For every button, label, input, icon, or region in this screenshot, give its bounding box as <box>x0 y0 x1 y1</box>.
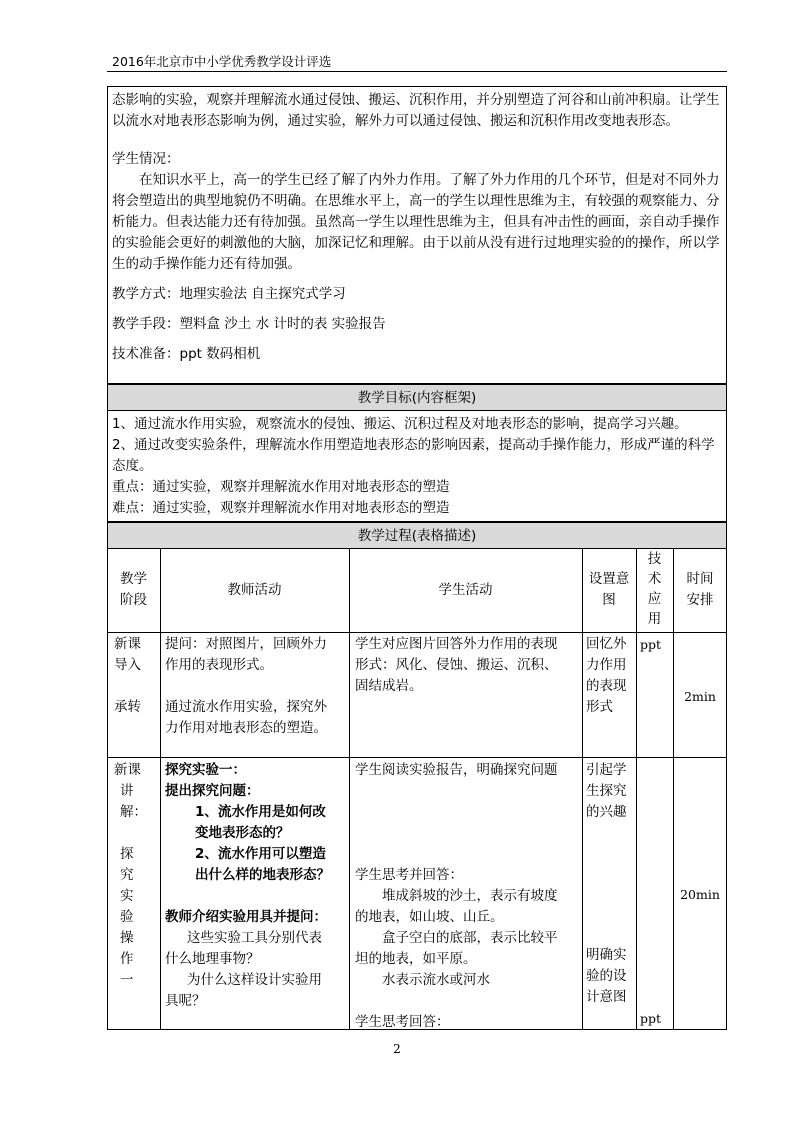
difficult-point: 难点：通过实验，观察并理解流水作用对地表形态的塑造 <box>112 500 450 516</box>
intro-continuation: 态影响的实验，观察并理解流水通过侵蚀、搬运、沉积作用，并分别塑造了河谷和山前冲积扇。让学生以流水对地表形态影响为例，通过实验，解外力可以通过侵蚀、搬运和沉积作用改变地表形态。 <box>112 92 720 129</box>
tech-prep: 技术准备：ppt 数码相机 <box>112 346 261 362</box>
row2-student: 学生阅读实验报告，明确探究问题 学生思考并回答： 堆成斜坡的沙土，表示有坡度 的地表，如山坡、山丘。 盒子空白的底部，表示比较平 坦的地表，如平原。 水表示流水或河水 学生思考回答： <box>355 762 558 1030</box>
objective-1: 1、通过流水作用实验，观察流水的侵蚀、搬运、沉积过程及对地表形态的影响，提高学习兴趣。 <box>112 416 688 432</box>
header-stage: 教学 阶段 <box>120 571 147 608</box>
row2-tech: ppt <box>640 1011 662 1026</box>
objective-2: 2、通过改变实验条件，理解流水作用塑造地表形态的影响因素，提高动手操作能力，形成严谨的科学态度。 <box>112 437 715 474</box>
page-number: 2 <box>393 1042 401 1056</box>
objectives-title: 教学目标(内容框架) <box>107 384 727 411</box>
row1-teacher: 提问：对照图片，回顾外力 作用的表现形式。 通过流水作用实验，探究外 力作用对地表形态的塑造。 <box>165 636 327 736</box>
header-tech: 技 术 应 用 <box>647 551 662 627</box>
page-header: 2016年北京市中小学优秀教学设计评选 <box>112 54 332 69</box>
header-rule <box>107 71 727 72</box>
row1-intent: 回忆外 力作用 的表现 形式 <box>586 636 627 715</box>
header-intent: 设置意 图 <box>588 571 630 608</box>
row2-teacher: 探究实验一： 提出探究问题： 1、流水作用是如何改 变地表形态的？ 2、流水作用可以塑造 出什么样的地表形态？ 教师介绍实验用具并提问： 这些实验工具分别代表 什么地理事物？ 为什么这样设计实验用 具呢？ <box>165 762 330 1009</box>
student-heading: 学生情况： <box>112 151 180 167</box>
row1-student: 学生对应图片回答外力作用的表现 形式：风化、侵蚀、搬运、沉积、 固结成岩。 <box>355 636 558 694</box>
process-title: 教学过程(表格描述) <box>107 522 727 549</box>
teaching-method: 教学方式：地理实验法 自主探究式学习 <box>112 286 346 302</box>
intro-text <box>112 90 722 365</box>
student-situation: 在知识水平上，高一的学生已经了解了内外力作用。了解了外力作用的几个环节，但是对不同外力将会塑造出的典型地貌仍不明确。在思维水平上，高一的学生以理性思维为主，有较强的观察能力、分析能力。但表达能力还有待加强。虽然高一学生以理性思维为主，但具有冲击性的画面，亲自动手操作的实验能会更好的刺激他的大脑，加深记忆和理解。由于以前从没有进行过地理实验的的操作，所以学生的动手操作能力还有待加强。 <box>112 172 720 272</box>
row2-stage: 新课 讲 解： 探 究 实 验 操 作 一 <box>114 762 147 988</box>
row2-intent-2: 明确实 验的设 计意图 <box>586 947 627 1005</box>
header-time: 时间 安排 <box>686 571 714 608</box>
header-student: 学生活动 <box>438 582 493 598</box>
header-teacher: 教师活动 <box>227 582 282 598</box>
row2-intent-1: 引起学 生探究 的兴趣 <box>586 762 627 820</box>
key-point: 重点：通过实验，观察并理解流水作用对地表形态的塑造 <box>112 479 450 495</box>
row1-time: 2min <box>684 689 716 704</box>
row1-tech: ppt <box>640 637 662 652</box>
row2-time: 20min <box>680 887 720 902</box>
teaching-tools: 教学手段：塑料盒 沙土 水 计时的表 实验报告 <box>112 316 386 332</box>
objectives-list <box>112 414 722 519</box>
row1-stage: 新课 导入 承转 <box>114 636 141 715</box>
